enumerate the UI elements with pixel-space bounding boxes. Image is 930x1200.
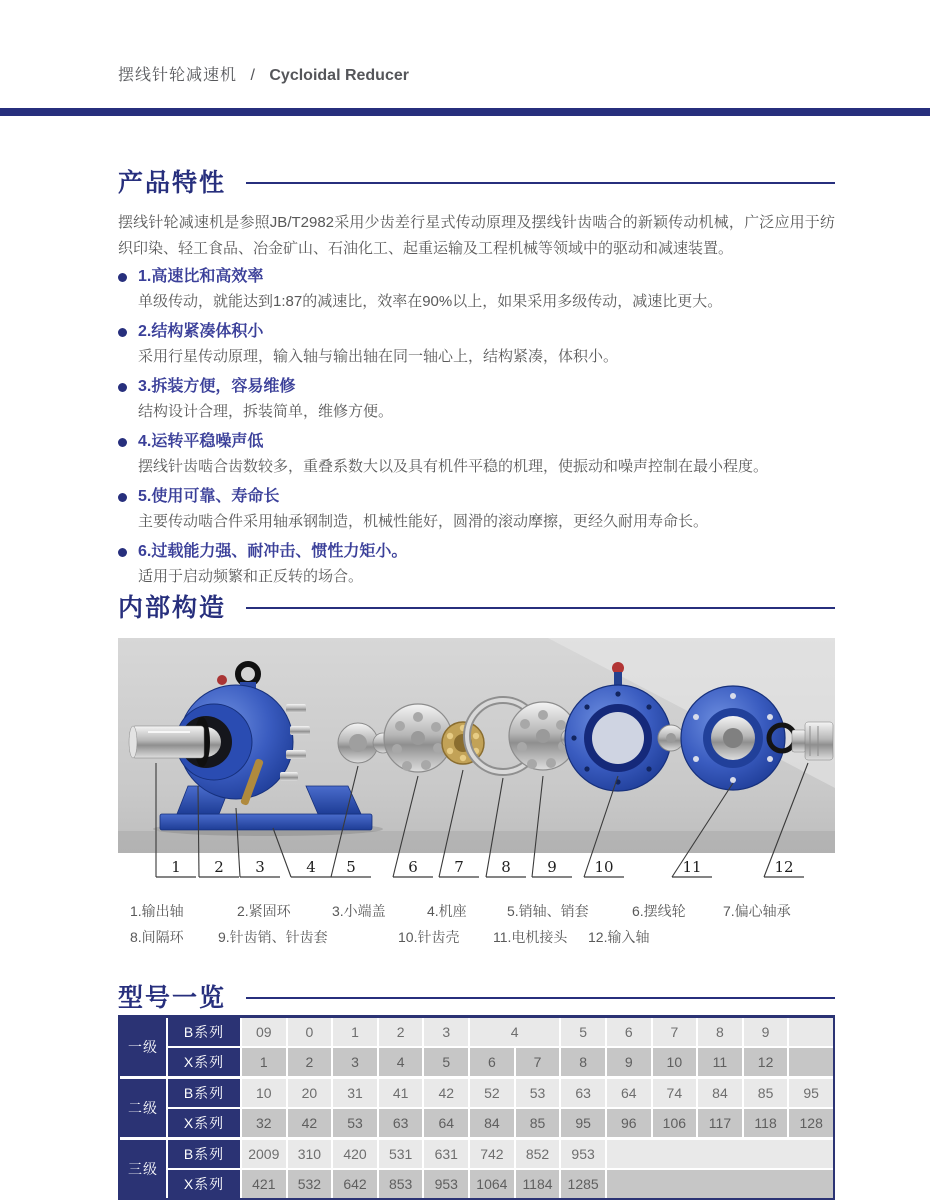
model-cell bbox=[789, 1048, 833, 1076]
callout-number: 8 bbox=[501, 858, 511, 876]
model-cell: 6 bbox=[607, 1018, 651, 1046]
callout-number: 12 bbox=[774, 858, 794, 876]
model-cell: 853 bbox=[379, 1170, 423, 1198]
model-cell: 74 bbox=[653, 1079, 697, 1107]
model-cell: 31 bbox=[333, 1079, 377, 1107]
model-cell: 631 bbox=[424, 1140, 468, 1168]
model-cell: 64 bbox=[424, 1109, 468, 1137]
model-cell: 42 bbox=[288, 1109, 332, 1137]
model-cell: 953 bbox=[561, 1140, 605, 1168]
feature-item bbox=[118, 541, 835, 587]
section-heading-features bbox=[118, 163, 835, 199]
model-cell: 3 bbox=[424, 1018, 468, 1046]
header-title-en: Cycloidal Reducer bbox=[269, 67, 409, 84]
model-cell: 53 bbox=[516, 1079, 560, 1107]
model-cell: 6 bbox=[470, 1048, 514, 1076]
oil-plug-icon bbox=[217, 675, 227, 685]
feature-desc: 结构设计合理，拆装简单，维修方便。 bbox=[138, 403, 394, 420]
model-cell: 852 bbox=[516, 1140, 560, 1168]
header-slash: / bbox=[250, 67, 256, 84]
model-cell: 12 bbox=[744, 1048, 788, 1076]
model-cell: 42 bbox=[424, 1079, 468, 1107]
model-cell: 09 bbox=[242, 1018, 286, 1046]
model-cell: 1064 bbox=[470, 1170, 514, 1198]
model-cell: 10 bbox=[653, 1048, 697, 1076]
section-heading-models bbox=[118, 978, 835, 1014]
series-label: B系列 bbox=[168, 1140, 240, 1168]
model-cell: 63 bbox=[561, 1079, 605, 1107]
model-cell: 1184 bbox=[516, 1170, 560, 1198]
model-cell: 10 bbox=[242, 1079, 286, 1107]
model-cell: 742 bbox=[470, 1140, 514, 1168]
model-cell: 20 bbox=[288, 1079, 332, 1107]
model-cell: 2 bbox=[288, 1048, 332, 1076]
feature-title: 6.过载能力强、耐冲击、惯性力矩小。 bbox=[138, 543, 408, 560]
model-cell: 9 bbox=[744, 1018, 788, 1046]
model-cell bbox=[607, 1140, 833, 1168]
level-label: 三级 bbox=[120, 1140, 166, 1198]
model-cell bbox=[607, 1170, 833, 1198]
heading-rule bbox=[246, 607, 835, 609]
part-label: 5.销轴、销套 bbox=[507, 903, 589, 919]
model-cell: 953 bbox=[424, 1170, 468, 1198]
feature-title: 4.运转平稳噪声低 bbox=[138, 433, 264, 450]
model-cell: 85 bbox=[744, 1079, 788, 1107]
part-output-shaft bbox=[129, 726, 204, 758]
model-cell: 642 bbox=[333, 1170, 377, 1198]
callout-number: 1 bbox=[171, 858, 181, 876]
series-label: B系列 bbox=[168, 1079, 240, 1107]
feature-desc: 单级传动，就能达到1:87的减速比，效率在90%以上，如果采用多级传动，减速比更大。 bbox=[138, 293, 723, 310]
parts-name-list bbox=[118, 895, 835, 955]
level-label: 一级 bbox=[120, 1018, 166, 1076]
callout-number: 9 bbox=[547, 858, 557, 876]
model-cell: 106 bbox=[653, 1109, 697, 1137]
model-cell: 85 bbox=[516, 1109, 560, 1137]
callout-number: 7 bbox=[454, 858, 464, 876]
callout-number: 6 bbox=[408, 858, 418, 876]
table-row-group bbox=[120, 1079, 833, 1137]
bullet-icon bbox=[118, 273, 127, 282]
model-cell: 128 bbox=[789, 1109, 833, 1137]
feature-item bbox=[118, 266, 835, 312]
model-cell: 7 bbox=[516, 1048, 560, 1076]
model-cell: 41 bbox=[379, 1079, 423, 1107]
heading-rule bbox=[246, 182, 835, 184]
model-cell: 5 bbox=[561, 1018, 605, 1046]
part-label: 3.小端盖 bbox=[332, 903, 386, 919]
bullet-icon bbox=[118, 383, 127, 392]
part-label: 10.针齿壳 bbox=[398, 929, 460, 945]
model-cell: 84 bbox=[698, 1079, 742, 1107]
model-cell bbox=[789, 1018, 833, 1046]
header-title-zh: 摆线针轮减速机 bbox=[118, 67, 238, 84]
part-label: 1.输出轴 bbox=[130, 903, 184, 919]
model-cell: 1 bbox=[333, 1018, 377, 1046]
section-title: 内部构造 bbox=[118, 594, 227, 622]
table-row-group bbox=[120, 1018, 833, 1076]
series-label: X系列 bbox=[168, 1109, 240, 1137]
part-label: 6.摆线轮 bbox=[632, 903, 686, 919]
bullet-icon bbox=[118, 328, 127, 337]
feature-title: 3.拆装方便，容易维修 bbox=[138, 378, 296, 395]
model-cell: 95 bbox=[561, 1109, 605, 1137]
model-cell: 3 bbox=[333, 1048, 377, 1076]
part-label: 2.紧固环 bbox=[237, 903, 291, 919]
page-header bbox=[118, 62, 409, 85]
model-cell: 8 bbox=[561, 1048, 605, 1076]
part-cycloid-disc-1 bbox=[384, 704, 452, 772]
heading-rule bbox=[246, 997, 835, 999]
feature-desc: 采用行星传动原理，输入轴与输出轴在同一轴心上，结构紧凑，体积小。 bbox=[138, 348, 619, 365]
model-cell: 7 bbox=[653, 1018, 697, 1046]
feature-item bbox=[118, 486, 835, 532]
model-cell: 421 bbox=[242, 1170, 286, 1198]
callout-number: 3 bbox=[255, 858, 265, 876]
model-cell: 52 bbox=[470, 1079, 514, 1107]
header-divider-bar bbox=[0, 108, 930, 116]
section-title: 型号一览 bbox=[118, 984, 227, 1012]
callout-number: 11 bbox=[682, 858, 702, 876]
model-cell: 8 bbox=[698, 1018, 742, 1046]
section-heading-structure bbox=[118, 588, 835, 624]
series-label: B系列 bbox=[168, 1018, 240, 1046]
model-cell: 9 bbox=[607, 1048, 651, 1076]
model-cell: 531 bbox=[379, 1140, 423, 1168]
level-label: 二级 bbox=[120, 1079, 166, 1137]
model-cell: 11 bbox=[698, 1048, 742, 1076]
model-cell: 2009 bbox=[242, 1140, 286, 1168]
intro-paragraph: 摆线针轮减速机是参照JB/T2982采用少齿差行星式传动原理及摆线针齿啮合的新颖传动机械，广泛应用于纺织印染、轻工食品、冶金矿山、石油化工、起重运输及工程机械等领域中的驱动和减速装置。 bbox=[118, 214, 835, 257]
part-label: 4.机座 bbox=[427, 903, 467, 919]
part-bearing bbox=[338, 723, 378, 763]
feature-item bbox=[118, 376, 835, 422]
table-row-group bbox=[120, 1140, 833, 1198]
model-cell: 0 bbox=[288, 1018, 332, 1046]
model-cell: 310 bbox=[288, 1140, 332, 1168]
feature-item bbox=[118, 321, 835, 367]
series-label: X系列 bbox=[168, 1048, 240, 1076]
model-cell: 4 bbox=[470, 1018, 559, 1046]
callout-number: 10 bbox=[594, 858, 614, 876]
feature-item bbox=[118, 431, 835, 477]
model-cell: 64 bbox=[607, 1079, 651, 1107]
bullet-icon bbox=[118, 438, 127, 447]
part-label: 9.针齿销、针齿套 bbox=[218, 929, 328, 945]
model-cell: 117 bbox=[698, 1109, 742, 1137]
feature-title: 5.使用可靠、寿命长 bbox=[138, 488, 280, 505]
model-cell: 84 bbox=[470, 1109, 514, 1137]
model-cell: 118 bbox=[744, 1109, 788, 1137]
feature-title: 2.结构紧凑体积小 bbox=[138, 323, 264, 340]
callout-number: 2 bbox=[214, 858, 224, 876]
model-cell: 1285 bbox=[561, 1170, 605, 1198]
part-small-bearing bbox=[658, 725, 684, 751]
model-cell: 4 bbox=[379, 1048, 423, 1076]
part-label: 8.间隔环 bbox=[130, 929, 184, 945]
model-cell: 1 bbox=[242, 1048, 286, 1076]
model-cell: 420 bbox=[333, 1140, 377, 1168]
model-cell: 96 bbox=[607, 1109, 651, 1137]
model-cell: 32 bbox=[242, 1109, 286, 1137]
feature-title: 1.高速比和高效率 bbox=[138, 268, 264, 285]
feature-desc: 摆线针齿啮合齿数较多，重叠系数大以及具有机件平稳的机理，使振动和噪声控制在最小程度。 bbox=[138, 458, 769, 475]
feature-desc: 主要传动啮合件采用轴承钢制造，机械性能好，圆滑的滚动摩擦，更经久耐用寿命长。 bbox=[138, 513, 709, 530]
callout-number: 4 bbox=[306, 858, 316, 876]
section-title: 产品特性 bbox=[118, 169, 227, 197]
part-label: 11.电机接头 bbox=[493, 929, 568, 945]
reducer-exploded-view-illustration bbox=[118, 638, 835, 893]
feature-list bbox=[118, 266, 835, 596]
exploded-view-figure bbox=[118, 638, 835, 893]
model-cell: 5 bbox=[424, 1048, 468, 1076]
series-label: X系列 bbox=[168, 1170, 240, 1198]
bullet-icon bbox=[118, 493, 127, 502]
model-cell: 53 bbox=[333, 1109, 377, 1137]
feature-desc: 适用于启动频繁和正反转的场合。 bbox=[138, 568, 364, 585]
model-cell: 532 bbox=[288, 1170, 332, 1198]
part-label: 12.输入轴 bbox=[588, 929, 650, 945]
model-cell: 95 bbox=[789, 1079, 833, 1107]
model-cell: 63 bbox=[379, 1109, 423, 1137]
part-label: 7.偏心轴承 bbox=[723, 903, 791, 919]
callout-number: 5 bbox=[346, 858, 356, 876]
model-cell: 2 bbox=[379, 1018, 423, 1046]
bullet-icon bbox=[118, 548, 127, 557]
models-table bbox=[118, 1015, 835, 1200]
